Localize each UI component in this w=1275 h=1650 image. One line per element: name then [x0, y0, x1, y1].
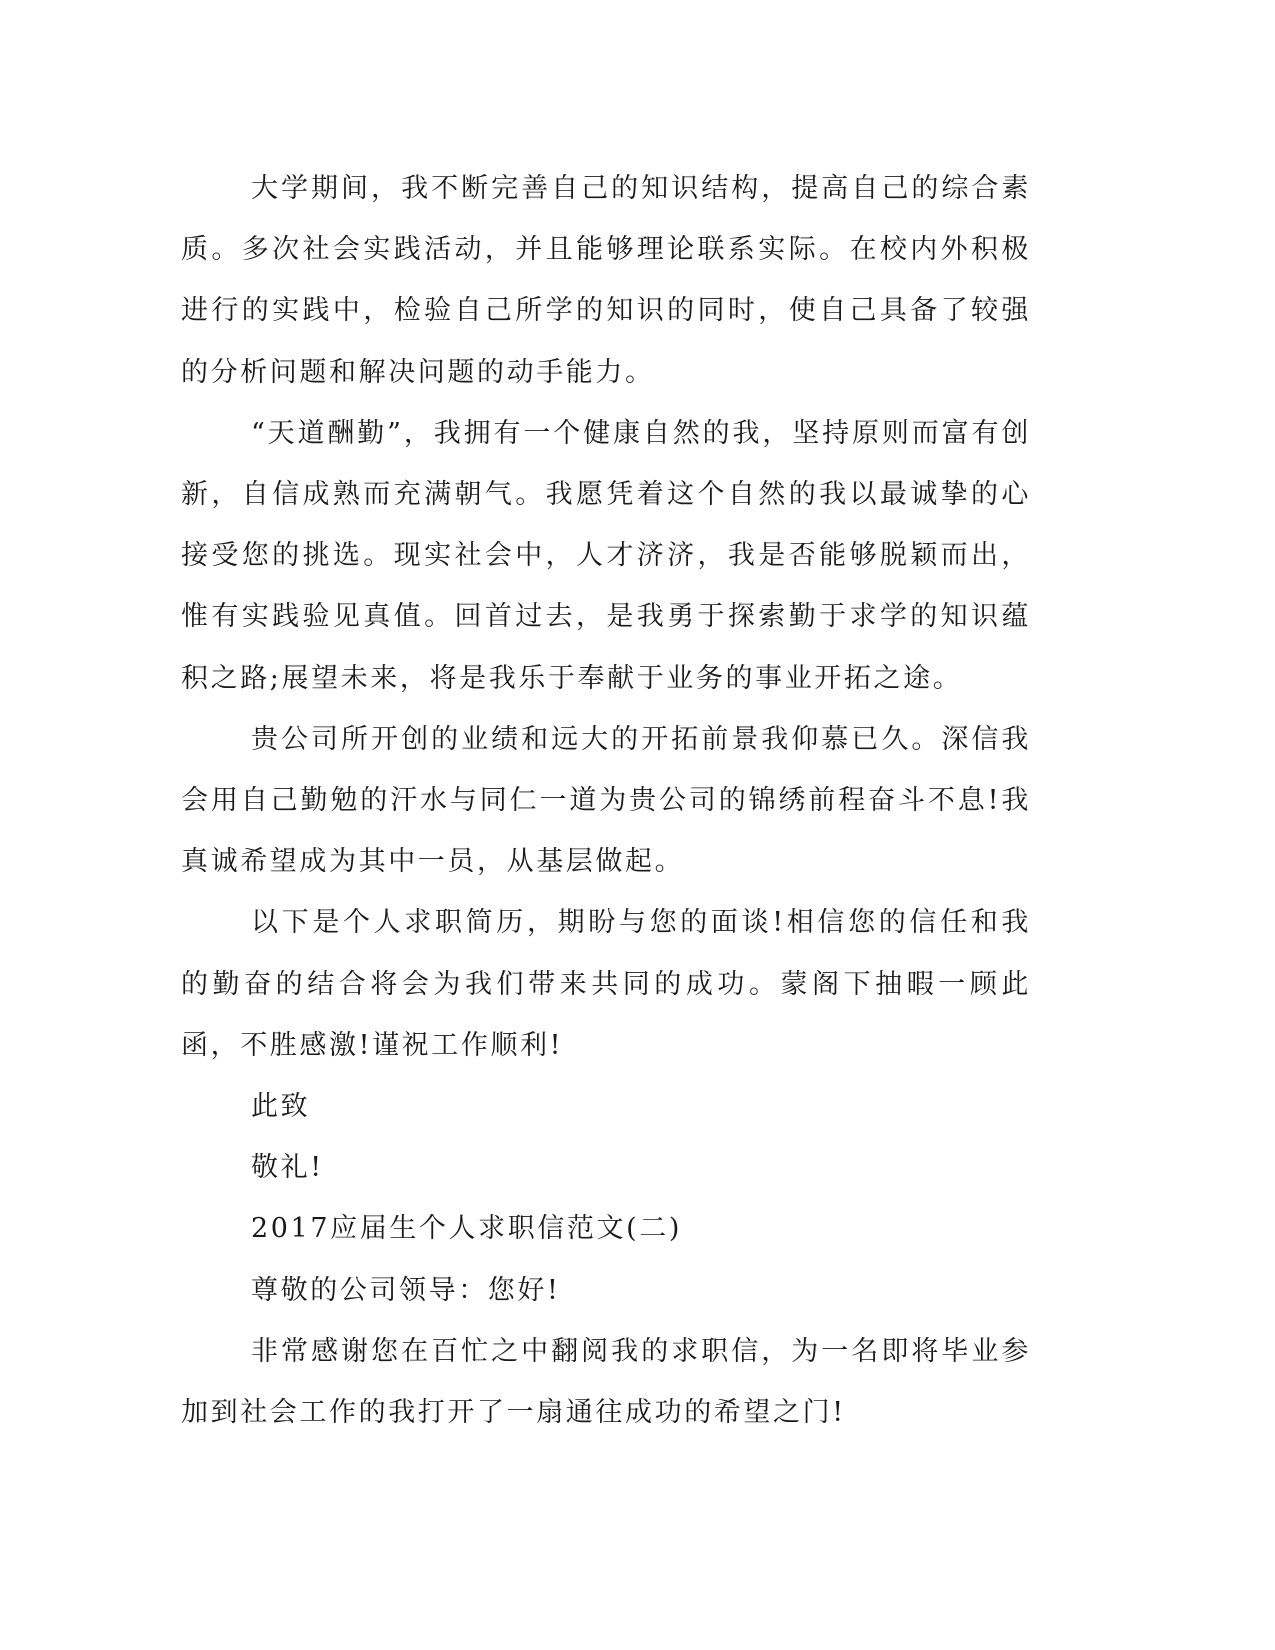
paragraph-resume-note: 以下是个人求职简历，期盼与您的面谈!相信您的信任和我的勤奋的结合将会为我们带来共同的成功。蒙阁下抽暇一顾此函，不胜感激!谨祝工作顺利! — [181, 907, 1031, 1061]
paragraph-company-admiration: 贵公司所开创的业绩和远大的开拓前景我仰慕已久。深信我会用自己勤勉的汗水与同仁一道为贵公司的锦绣前程奋斗不息!我真诚希望成为其中一员，从基层做起。 — [181, 723, 1031, 878]
greeting-line: 尊敬的公司领导：您好! — [251, 1274, 561, 1306]
salute-line: 敬礼! — [251, 1152, 324, 1184]
section-title: 2017应届生个人求职信范文(二) — [251, 1213, 682, 1245]
closing-line: 此致 — [251, 1091, 311, 1123]
paragraph-education: 大学期间，我不断完善自己的知识结构，提高自己的综合素质。多次社会实践活动，并且能够理论联系实际。在校内外积极进行的实践中，检验自己所学的知识的同时，使自己具备了较强的分析问题和解决问题的动手能力。 — [181, 173, 1031, 388]
letter-body — [181, 158, 1031, 1443]
paragraph-thanks: 非常感谢您在百忙之中翻阅我的求职信，为一名即将毕业参加到社会工作的我打开了一扇通往成功的希望之门! — [181, 1335, 1031, 1429]
paragraph-self-description: “天道酬勤”，我拥有一个健康自然的我，坚持原则而富有创新，自信成熟而充满朝气。我愿凭着这个自然的我以最诚挚的心接受您的挑选。现实社会中，人才济济，我是否能够脱颖而出，惟有实践验见真值。回首过去，是我勇于探索勤于求学的知识蕴积之路;展望未来，将是我乐于奉献于业务的事业开拓之途。 — [181, 417, 1031, 694]
